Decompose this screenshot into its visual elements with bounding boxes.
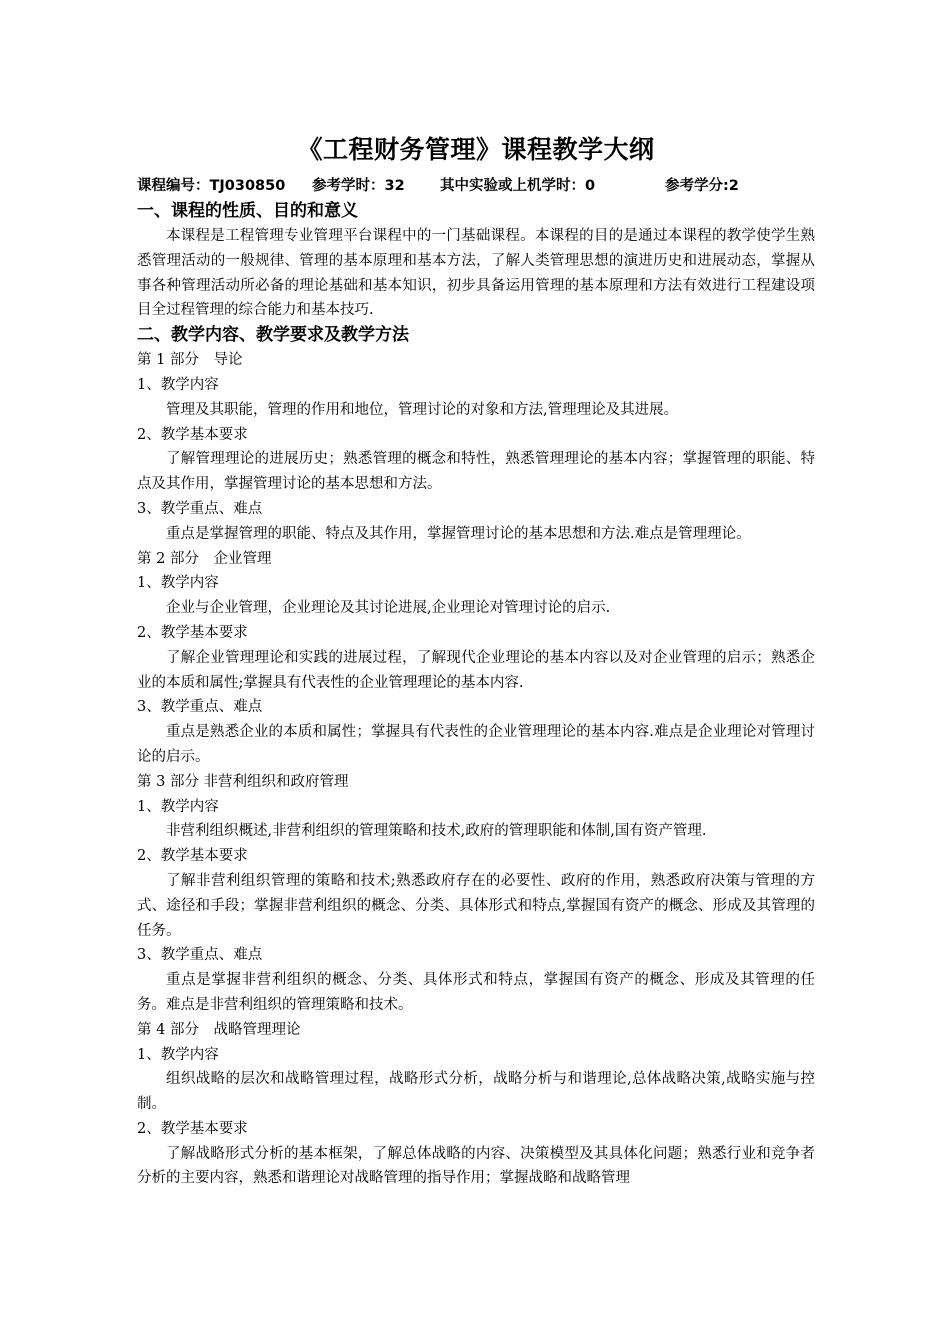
part-2-content-heading: 1、教学内容 [137, 575, 219, 592]
document-title: 《工程财务管理》课程教学大纲 [297, 135, 655, 164]
part-3-content: 非营利组织概述,非营利组织的管理策略和技术,政府的管理职能和体制,国有资产管理. [166, 823, 707, 840]
reference-hours: 参考学时：32 [312, 178, 405, 194]
part-3-requirements-heading: 2、教学基本要求 [137, 848, 248, 865]
lab-hours: 其中实验或上机学时：0 [440, 178, 596, 194]
part-4-title: 第 4 部分 战略管理理论 [137, 1021, 301, 1038]
part-2-requirements: 了解企业管理理论和实践的进展过程，了解现代企业理论的基本内容以及对企业管理的启示；熟悉企业的本质和属性;掌握具有代表性的企业管理理论的基本内容. [137, 649, 815, 691]
part-3-requirements: 了解非营利组织管理的策略和技术;熟悉政府存在的必要性、政府的作用，熟悉政府决策与管理的方式、途径和手段；掌握非营利组织的概念、分类、具体形式和特点,掌握国有资产的概念、形成及其管理的任务。 [137, 872, 815, 939]
section-heading-2: 二、教学内容、教学要求及教学方法 [137, 325, 409, 346]
part-4-requirements: 了解战略形式分析的基本框架，了解总体战略的内容、决策模型及其具体化问题；熟悉行业和竞争者分析的主要内容，熟悉和谐理论对战略管理的指导作用；掌握战略和战略管理 [137, 1145, 815, 1187]
part-1-keypoints: 重点是掌握管理的职能、特点及其作用，掌握管理讨论的基本思想和方法.难点是管理理论。 [166, 525, 751, 542]
section-heading-1: 一、课程的性质、目的和意义 [137, 201, 358, 221]
part-3-content-heading: 1、教学内容 [137, 798, 219, 815]
reference-credits: 参考学分:2 [665, 178, 739, 194]
part-1-content: 管理及其职能，管理的作用和地位，管理讨论的对象和方法,管理理论及其进展。 [166, 401, 679, 418]
part-1-requirements-heading: 2、教学基本要求 [137, 426, 248, 443]
part-4-content: 组织战略的层次和战略管理过程，战略形式分析，战略分析与和谐理论,总体战略决策,战略实施与控制。 [137, 1071, 815, 1113]
part-1-keypoints-heading: 3、教学重点、难点 [137, 500, 263, 517]
part-2-content: 企业与企业管理，企业理论及其讨论进展,企业理论对管理讨论的启示. [166, 600, 611, 617]
section-1-paragraph: 本课程是工程管理专业管理平台课程中的一门基础课程。本课程的目的是通过本课程的教学使学生熟悉管理活动的一般规律、管理的基本原理和基本方法，了解人类管理思想的演进历史和进展动态，掌握从事各种管理活动所必备的理论基础和基本知识，初步具备运用管理的基本原理和方法有效进行工程建设项目全过程管理的综合能力和基本技巧. [137, 228, 815, 319]
part-2-keypoints-heading: 3、教学重点、难点 [137, 699, 263, 716]
part-3-title: 第 3 部分 非营利组织和政府管理 [137, 773, 349, 790]
document-body [137, 128, 815, 1191]
part-2-requirements-heading: 2、教学基本要求 [137, 624, 248, 641]
part-3-keypoints-heading: 3、教学重点、难点 [137, 947, 263, 964]
part-4-requirements-heading: 2、教学基本要求 [137, 1120, 248, 1137]
part-1-content-heading: 1、教学内容 [137, 376, 219, 393]
part-1-requirements: 了解管理理论的进展历史；熟悉管理的概念和特性，熟悉管理理论的基本内容；掌握管理的职能、特点及其作用，掌握管理讨论的基本思想和方法。 [137, 451, 815, 493]
part-2-keypoints: 重点是熟悉企业的本质和属性；掌握具有代表性的企业管理理论的基本内容.难点是企业理论对管理讨论的启示。 [137, 724, 815, 765]
part-3-keypoints: 重点是掌握非营利组织的概念、分类、具体形式和特点，掌握国有资产的概念、形成及其管理的任务。难点是非营利组织的管理策略和技术。 [137, 972, 815, 1013]
course-meta [137, 174, 815, 199]
part-4-content-heading: 1、教学内容 [137, 1046, 219, 1063]
part-1-title: 第 1 部分 导论 [137, 352, 243, 369]
part-2-title: 第 2 部分 企业管理 [137, 550, 272, 567]
course-code: 课程编号：TJ030850 [137, 178, 286, 194]
